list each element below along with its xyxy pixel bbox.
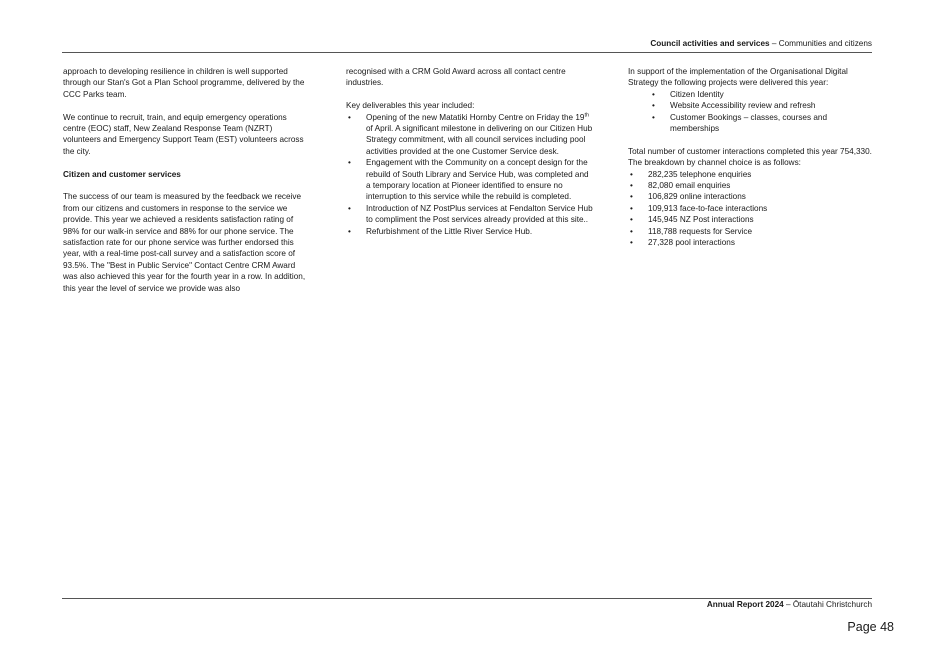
header-section: Council activities and services [650, 39, 770, 48]
footer-separator: – [783, 600, 793, 609]
paragraph: We continue to recruit, train, and equip emergency operations centre (EOC) staff, New Zealand Response Team (NZRT) volunteers and Emergency Support Team (EST) volunteers across the city. [63, 112, 304, 156]
paragraph: The success of our team is measured by the feedback we receive from our citizens and customers in response to the service we provide. This year we achieved a residents satisfaction rating of 98% for our walk-in service and 88% for our phone service. The satisfaction rate for our phone service was further endorsed this year, with a real-time post-call survey and a satisfaction score of 93.5%. The "Best in Public Service" Contact Centre CRM Award was also achieved this year for the fourth year in a row. In addition, this year the level of service we provide was also [63, 192, 306, 293]
ordinal-suffix: th [584, 111, 590, 118]
channel-breakdown-list [628, 169, 876, 249]
list-item: • 282,235 telephone enquiries [628, 169, 876, 180]
column-1 [63, 66, 311, 294]
column-3 [628, 66, 876, 260]
list-item: • Website Accessibility review and refresh [628, 100, 876, 111]
list-item: • 106,829 online interactions [628, 191, 876, 202]
list-item: • 109,913 face-to-face interactions [628, 203, 876, 214]
header-rule [62, 52, 872, 53]
list-item [346, 112, 594, 158]
paragraph: In support of the implementation of the Organisational Digital Strategy the following projects were delivered this year: [628, 67, 848, 88]
list-item: • Introduction of NZ PostPlus services at Fendalton Service Hub to compliment the Post services already provided at this site.. [346, 203, 594, 226]
list-item: • Engagement with the Community on a concept design for the rebuild of South Library and Service Hub, was completed and a temporary location at Pioneer identified to ensure no interruption to this service while the rebuild is completed. [346, 157, 594, 203]
list-item: • Refurbishment of the Little River Service Hub. [346, 226, 594, 237]
list-item: • 118,788 requests for Service [628, 226, 876, 237]
list-item: • 82,080 email enquiries [628, 180, 876, 191]
running-footer [62, 599, 872, 611]
list-item-text: Opening of the new Matatiki Hornby Centre on Friday the 19 [366, 112, 585, 122]
running-header [62, 38, 872, 50]
footer-report: Annual Report 2024 [706, 600, 784, 609]
list-item: • 27,328 pool interactions [628, 237, 876, 248]
deliverables-list [346, 112, 594, 237]
list-item-text: of April. A significant milestone in delivering on our Citizen Hub Strategy commitment, with all council services including pool activities provided at the one Customer Service desk. [366, 124, 593, 156]
list-item: • 145,945 NZ Post interactions [628, 214, 876, 225]
paragraph: Total number of customer interactions completed this year 754,330. The breakdown by channel choice is as follows: [628, 146, 872, 168]
header-subsection: Communities and citizens [778, 39, 872, 48]
deliverables-intro: Key deliverables this year included: [346, 101, 475, 111]
page-number: Page 48 [847, 620, 894, 634]
paragraph: approach to developing resilience in children is well supported through our Stan's Got a Plan School programme, delivered by the CCC Parks team. [63, 67, 305, 99]
footer-city: Ōtautahi Christchurch [792, 600, 872, 609]
digital-projects-list [628, 89, 876, 135]
list-item: • Citizen Identity [628, 89, 876, 100]
paragraph: recognised with a CRM Gold Award across all contact centre industries. [346, 67, 566, 88]
column-2 [346, 66, 594, 248]
header-separator: – [769, 39, 779, 48]
section-heading: Citizen and customer services [63, 169, 181, 179]
list-item: • Customer Bookings – classes, courses and memberships [628, 112, 876, 135]
